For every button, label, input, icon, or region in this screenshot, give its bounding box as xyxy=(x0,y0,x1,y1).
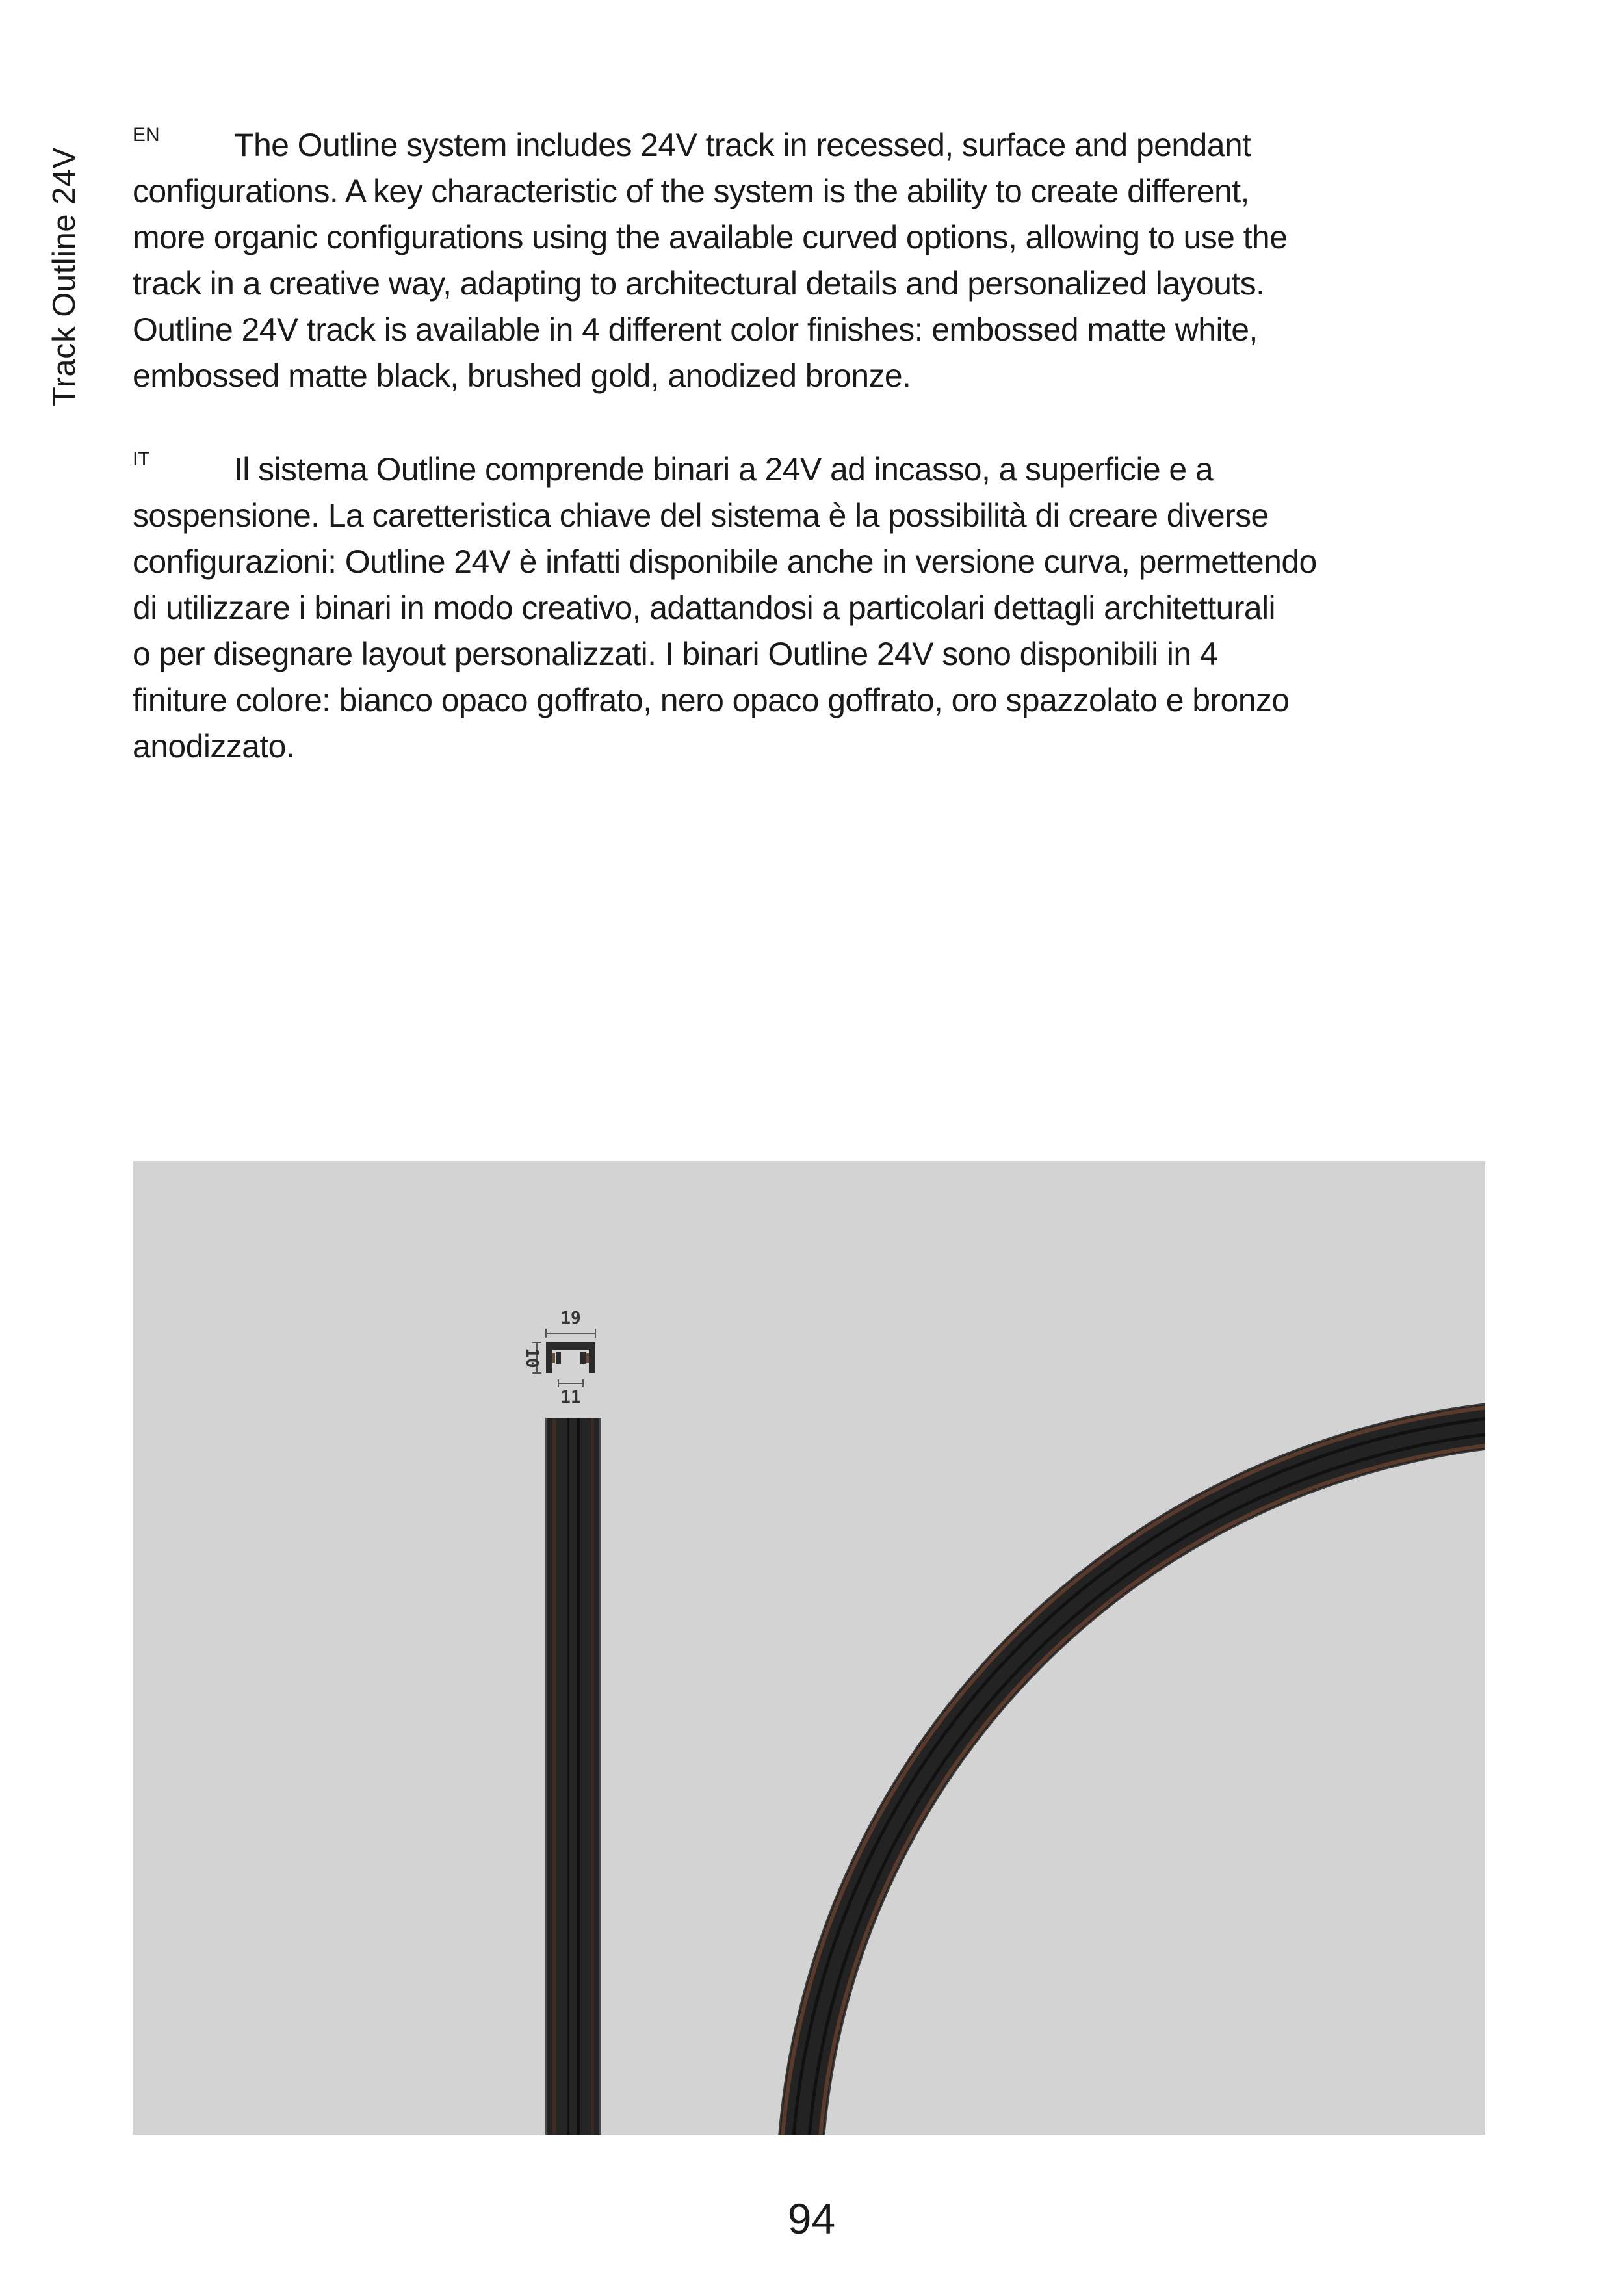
paragraph-line: sospensione. La caretteristica chiave del sistema è la possibilità di creare diverse xyxy=(133,497,1269,534)
paragraph-line: track in a creative way, adapting to architectural details and personalized layouts. xyxy=(133,265,1265,302)
track-profile-icon xyxy=(546,1342,595,1373)
track-illustration xyxy=(133,1161,1485,2135)
paragraph-line: The Outline system includes 24V track in recessed, surface and pendant xyxy=(234,127,1251,163)
paragraph-line: configurations. A key characteristic of the system is the ability to create different, xyxy=(133,173,1249,209)
paragraph-line: more organic configurations using the available curved options, allowing to use the xyxy=(133,219,1288,255)
dimension-width-top: 19 xyxy=(560,1309,581,1328)
paragraph-italian xyxy=(133,447,1498,770)
paragraph-line: o per disegnare layout personalizzati. I binari Outline 24V sono disponibili in 4 xyxy=(133,636,1218,672)
language-tag-it: IT xyxy=(133,449,150,470)
paragraph-line: configurazioni: Outline 24V è infatti disponibile anche in versione curva, permettendo xyxy=(133,543,1317,580)
paragraph-line: finiture colore: bianco opaco goffrato, nero opaco goffrato, oro spazzolato e bronzo xyxy=(133,682,1290,718)
paragraph-line: di utilizzare i binari in modo creativo, adattandosi a particolari dettagli architetturali xyxy=(133,590,1276,626)
paragraph-english xyxy=(133,122,1498,399)
dimension-width-bottom: 11 xyxy=(560,1388,581,1407)
paragraph-line: Outline 24V track is available in 4 different color finishes: embossed matte white, xyxy=(133,311,1258,348)
dimension-height: 10 xyxy=(522,1348,541,1368)
paragraph-line: anodizzato. xyxy=(133,728,295,764)
page-number: 94 xyxy=(787,2195,836,2243)
side-section-label: Track Outline 24V xyxy=(47,147,82,406)
language-tag-en: EN xyxy=(133,124,160,146)
curved-track xyxy=(776,1398,1485,2135)
paragraph-line: Il sistema Outline comprende binari a 24V ad incasso, a superficie e a xyxy=(234,451,1214,488)
product-image xyxy=(133,1161,1485,2135)
paragraph-line: embossed matte black, brushed gold, anodized bronze. xyxy=(133,358,911,394)
straight-track xyxy=(545,1418,601,2135)
